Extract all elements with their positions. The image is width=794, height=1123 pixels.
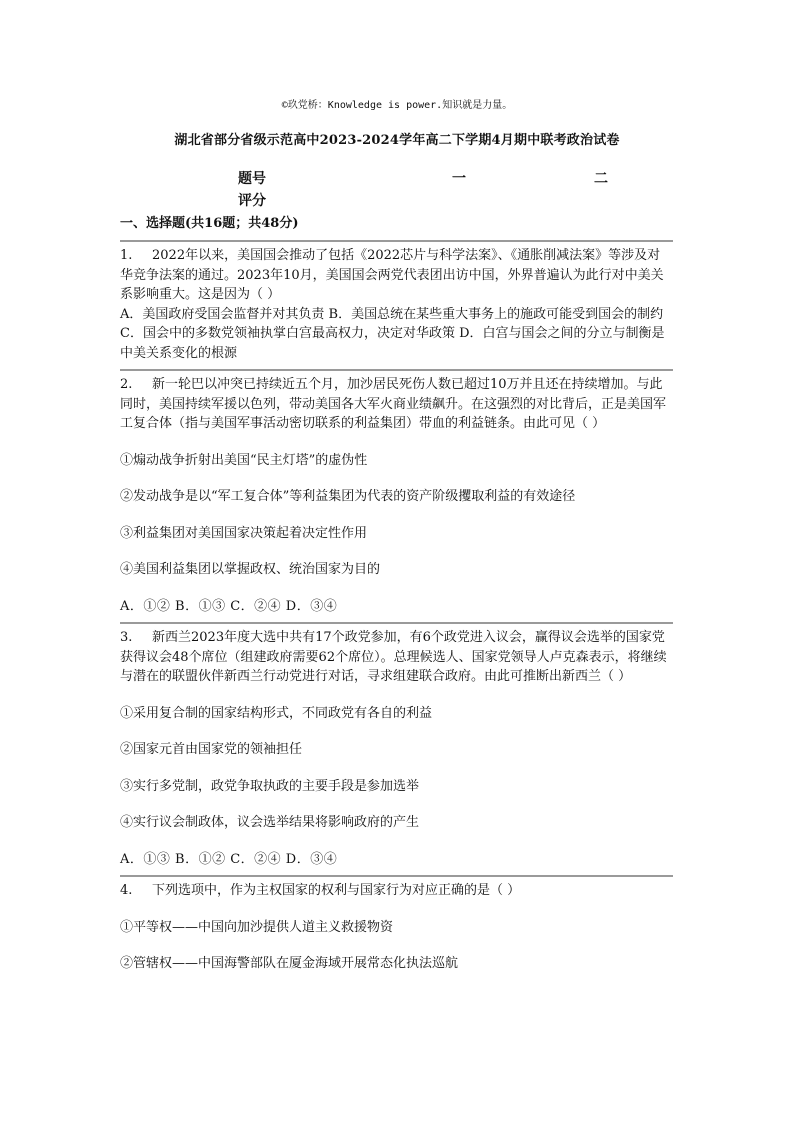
- header-note: ©玖党桥：Knowledge is power.知识就是力量。: [281, 100, 513, 111]
- statement-option: ③实行多党制，政党争取执政的主要手段是参加选举: [120, 778, 420, 794]
- score-table-label-question-no: 题号: [238, 171, 266, 187]
- statement-option: ①煽动战争折射出美国“民主灯塔”的虚伪性: [120, 452, 368, 468]
- question-number: 1.: [120, 248, 133, 263]
- statement-option: ①平等权——中国向加沙提供人道主义救援物资: [120, 919, 394, 935]
- question-stem: [120, 628, 673, 687]
- score-table-label-score: 评分: [238, 193, 266, 209]
- question-2: [120, 369, 673, 616]
- answer-choices: A．美国政府受国会监督并对其负责 B．美国总统在某些重大事务上的施政可能受到国会的制约 C．国会中的多数党领袖执掌白宫最高权力，决定对华政策 D．白宫与国会之间的分立与制衡是中美关系变化的根源: [120, 306, 665, 361]
- question-number: 3.: [120, 630, 133, 645]
- question-3: [120, 622, 673, 869]
- question-list: [120, 240, 673, 980]
- question-text: 2022年以来，美国国会推动了包括《2022芯片与科学法案》、《通胀削减法案》等涉及对华竞争法案的通过。2023年10月，美国国会两党代表团出访中国，外界普遍认为此行对中美关系影响重大。这是因为（ ）: [120, 248, 664, 302]
- question-stem: [120, 881, 673, 901]
- exam-title: 湖北省部分省级示范高中2023-2024学年高二下学期4月期中联考政治试卷: [174, 133, 620, 148]
- question-stem: [120, 375, 673, 434]
- score-table-col-two: 二: [594, 171, 608, 187]
- answer-choices: A．①② B．①③ C．②④ D．③④: [120, 598, 338, 614]
- question-text: 新西兰2023年度大选中共有17个政党参加，有6个政党进入议会，赢得议会选举的国家党获得议会48个席位（组建政府需要62个席位）。总理候选人、国家党领导人卢克森表示，将继续与潜在的联盟伙伴新西兰行动党进行对话，寻求组建联合政府。由此可推断出新西兰（ ）: [120, 630, 667, 684]
- statement-option: ①采用复合制的国家结构形式，不同政党有各自的利益: [120, 705, 433, 721]
- question-number: 2.: [120, 377, 133, 392]
- statement-option: ②管辖权——中国海警部队在厦金海域开展常态化执法巡航: [120, 956, 459, 971]
- statement-option: ④美国利益集团以掌握政权、统治国家为目的: [120, 562, 381, 577]
- question-stem: [120, 246, 673, 305]
- score-table: [238, 168, 658, 212]
- score-table-col-one: 一: [452, 171, 466, 187]
- statement-option: ③利益集团对美国国家决策起着决定性作用: [120, 525, 368, 541]
- score-table-score-row: [238, 190, 658, 212]
- question-1: [120, 240, 673, 363]
- question-text: 下列选项中，作为主权国家的权利与国家行为对应正确的是（ ）: [152, 883, 521, 898]
- statement-option: ②发动战争是以“军工复合体”等利益集团为代表的资产阶级攫取利益的有效途径: [120, 489, 576, 504]
- score-table-header-row: [238, 168, 658, 190]
- question-4: [120, 875, 673, 974]
- question-number: 4.: [120, 883, 133, 898]
- section-heading: 一、选择题(共16题；共48分): [120, 216, 299, 231]
- statement-option: ②国家元首由国家党的领袖担任: [120, 742, 303, 757]
- question-text: 新一轮巴以冲突已持续近五个月，加沙居民死伤人数已超过10万并且还在持续增加。与此同时，美国持续军援以色列，带动美国各大军火商业绩飙升。在这强烈的对比背后，正是美国军工复合体（指与美国军事活动密切联系的利益集团）带血的利益链条。由此可见（ ）: [120, 377, 667, 431]
- answer-choices: A．①③ B．①② C．②④ D．③④: [120, 851, 338, 867]
- statement-option: ④实行议会制政体，议会选举结果将影响政府的产生: [120, 815, 420, 830]
